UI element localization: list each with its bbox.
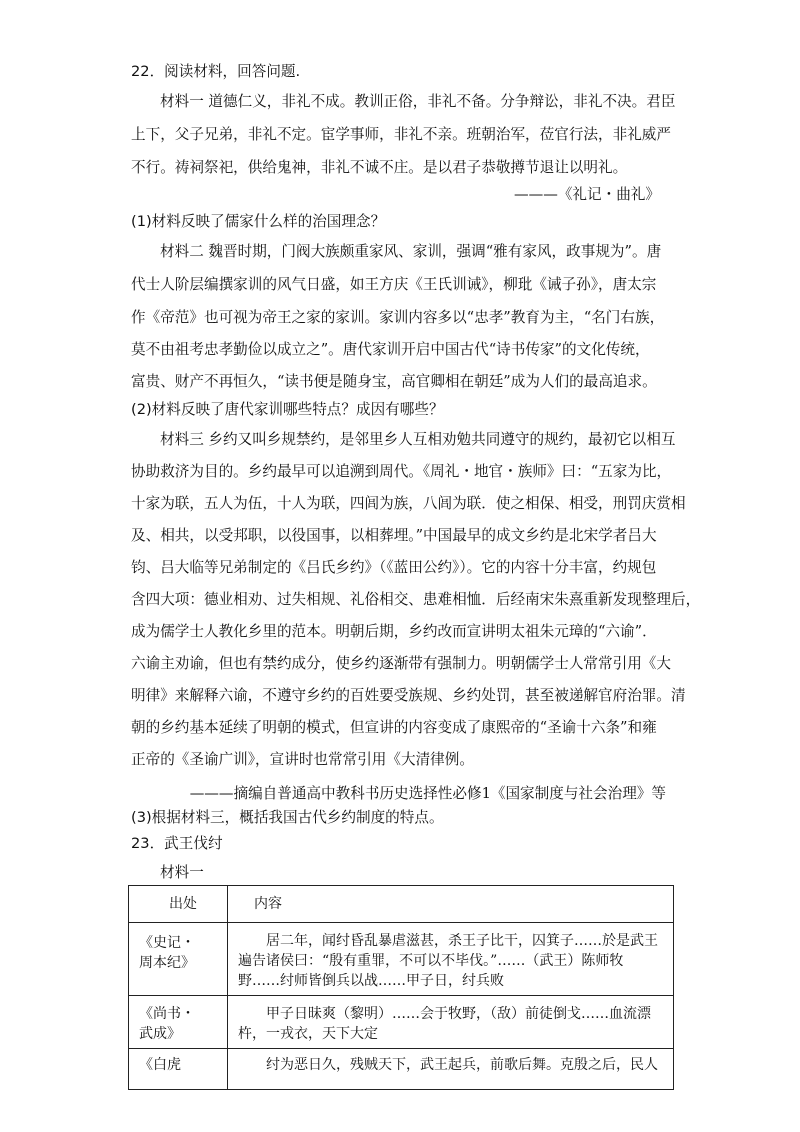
table-content-cell: 居二年，闻纣昏乱暴虐滋甚，杀王子比干，囚箕子……於是武王 遍告诸侯曰：“殷有重罪，不可以不毕伐。”……（武王）陈师牧 野……纣师皆倒兵以战……甲子日，纣兵败 (228, 923, 674, 996)
table-row (129, 1049, 674, 1090)
sources-table (128, 885, 674, 1090)
question-23-title: 23．武王伐纣 (131, 835, 223, 852)
table-header-row (129, 886, 674, 923)
material-label: 材料一 (160, 864, 204, 881)
material-3-line: 朝的乡约基本延续了明朝的模式，但宣讲的内容变成了康熙帝的“圣谕十六条”和雍 (131, 719, 657, 736)
material-2-line: 材料二 魏晋时期，门阀大族颇重家风、家训，强调“雅有家风，政事规为”。唐 (160, 243, 662, 260)
material-3-line: 协助救济为目的。乡约最早可以追溯到周代。《周礼・地官・族师》曰：“五家为比， (131, 463, 672, 480)
material-2-line: 作《帝范》也可视为帝王之家的家训。家训内容多以“忠孝”教育为主，“名门右族， (131, 309, 665, 326)
material-3-line: 成为儒学士人教化乡里的范本。明朝后期，乡约改而宣讲明太祖朱元璋的“六谕”． (131, 623, 657, 640)
table-source-cell: 《白虎 (129, 1049, 228, 1090)
sub-question-2: (2)材料反映了唐代家训哪些特点？成因有哪些？ (131, 401, 444, 418)
table-header-cell: 出处 (129, 886, 228, 923)
table-row (129, 923, 674, 996)
table-header-cell: 内容 (228, 886, 674, 923)
material-2-line: 代士人阶层编撰家训的风气日盛，如王方庆《王氏训诫》，柳玭《诫子孙》，唐太宗 (131, 276, 657, 293)
material-3-line: 明律》来解释六谕，不遵守乡约的百姓要受族规、乡约处罚，甚至被递解官府治罪。清 (131, 687, 686, 704)
material-3-line: 正帝的《圣谕广训》，宣讲时也常常引用《大清律例。 (131, 751, 474, 768)
sub-question-1: (1)材料反映了儒家什么样的治国理念？ (131, 213, 386, 230)
table-content-cell: 甲子日昧爽（黎明）……会于牧野，（敌）前徒倒戈……血流漂 杵，一戎衣，天下大定 (228, 996, 674, 1049)
material-3-source: ———摘编自普通高中教科书历史选择性必修1《国家制度与社会治理》等 (189, 785, 666, 802)
material-1-source: ———《礼记・曲礼》 (514, 186, 660, 203)
table-row (129, 996, 674, 1049)
material-1-line: 上下，父子兄弟，非礼不定。宦学事师，非礼不亲。班朝治军，莅官行法，非礼威严 (131, 126, 671, 143)
material-2-line: 富贵、财产不再恒久，“读书便是随身宝，高官卿相在朝廷”成为人们的最高追求。 (131, 373, 657, 390)
table-source-cell: 《史记・ 周本纪》 (129, 923, 228, 996)
material-3-line: 钧、吕大临等兄弟制定的《吕氏乡约》（《蓝田公约》）。它的内容十分丰富，约规包 (131, 559, 657, 576)
material-1-line: 不行。祷祠祭祀，供给鬼神，非礼不诚不庄。是以君子恭敬撙节退让以明礼。 (131, 159, 628, 176)
sub-question-3: (3)根据材料三，概括我国古代乡约制度的特点。 (131, 809, 444, 826)
material-3-line: 六谕主劝谕，但也有禁约成分，使乡约逐渐带有强制力。明朝儒学士人常常引用《大 (131, 655, 671, 672)
material-3-line: 含四大项：德业相劝、过失相规、礼俗相交、患难相恤．后经南宋朱熹重新发现整理后， (131, 591, 701, 608)
material-3-line: 材料三 乡约又叫乡规禁约，是邻里乡人互相劝勉共同遵守的规约，最初它以相互 (160, 431, 676, 448)
material-2-line: 莫不由祖考忠孝勤俭以成立之”。唐代家训开启中国古代“诗书传家”的文化传统， (131, 341, 650, 358)
table-source-cell: 《尚书・ 武成》 (129, 996, 228, 1049)
material-1-line: 材料一 道德仁义，非礼不成。教训正俗，非礼不备。分争辩讼，非礼不决。君臣 (160, 93, 676, 110)
question-22-title: 22．阅读材料，回答问题. (131, 63, 301, 80)
table-content-cell: 纣为恶日久，残贼天下，武王起兵，前歌后舞。克殷之后，民人 (228, 1049, 674, 1090)
material-3-line: 及、相共，以受邦职，以役国事，以相葬埋。”中国最早的成文乡约是北宋学者吕大 (131, 527, 657, 544)
material-3-line: 十家为联，五人为伍，十人为联，四闾为族，八闾为联．使之相保、相受，刑罚庆赏相 (131, 495, 686, 512)
